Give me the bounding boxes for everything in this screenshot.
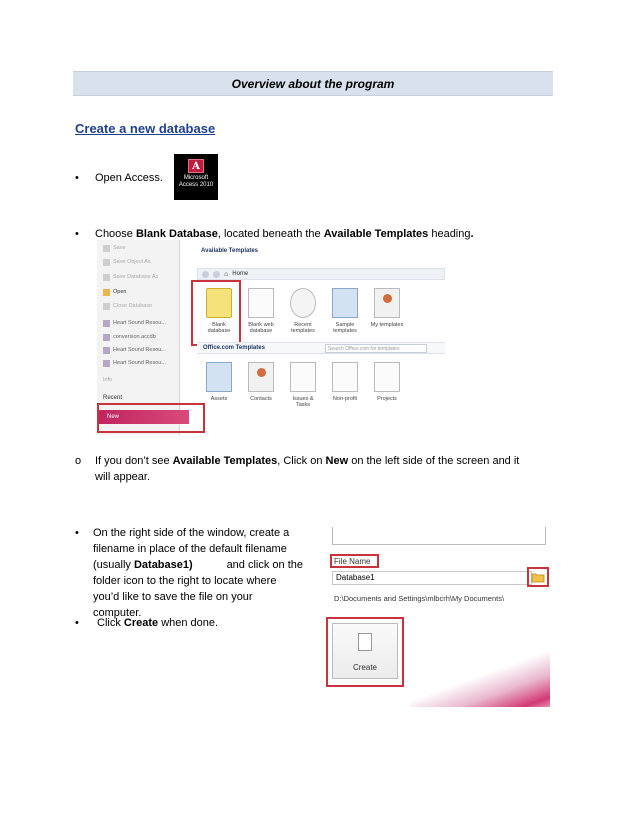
- tile-label: templates: [291, 328, 315, 334]
- step-text: [93, 525, 303, 621]
- create-highlight-box: [326, 617, 404, 687]
- template-blank-web[interactable]: [241, 288, 281, 334]
- projects-icon: [374, 362, 400, 392]
- bold-run: Available Templates: [323, 228, 429, 240]
- save-database-icon: [103, 274, 110, 281]
- nav-label: Close Database: [113, 303, 153, 309]
- tile-label: Sample: [335, 322, 355, 328]
- recent-templates-icon: [290, 288, 316, 318]
- template-assets[interactable]: [199, 362, 239, 402]
- step-if-not-visible: [75, 453, 555, 487]
- template-recent[interactable]: [283, 288, 323, 334]
- decorative-wave: [410, 647, 550, 707]
- step-right-side: [75, 525, 305, 621]
- nav-item-info[interactable]: [103, 376, 112, 385]
- file-name-highlight-box: [330, 554, 379, 568]
- step-open-access: [75, 170, 175, 186]
- header-bar: [73, 71, 553, 96]
- text-run: , located beneath the: [217, 228, 324, 240]
- recent-file[interactable]: [103, 346, 166, 355]
- bullet-mark: •: [75, 527, 79, 539]
- bullet-mark: •: [75, 617, 79, 629]
- nav-label: Heart Sound Resou...: [113, 320, 166, 326]
- assets-icon: [206, 362, 232, 392]
- template-my[interactable]: [367, 288, 407, 328]
- template-search-input[interactable]: Search Office.com for templates: [325, 344, 427, 353]
- text-line: folder icon to the right to locate where: [93, 575, 277, 587]
- save-path: D:\Documents and Settings\mlbcrh\My Documents\: [334, 594, 505, 603]
- page-title: Overview about the program: [231, 76, 395, 91]
- templates-panel: [183, 240, 447, 435]
- bold-run: Database1): [133, 559, 193, 571]
- step-text: [97, 615, 218, 631]
- text-run: (usually: [93, 559, 134, 571]
- text-line: filename in place of the default filename: [93, 543, 287, 555]
- home-icon[interactable]: ⌂: [224, 270, 229, 278]
- tile-label: My templates: [370, 322, 404, 328]
- nav-label: Save Database As: [113, 274, 159, 280]
- bold-run: Blank Database: [135, 228, 218, 240]
- text-line: [93, 557, 303, 573]
- save-icon: [103, 245, 110, 252]
- blank-web-database-icon: [248, 288, 274, 318]
- text-run: , Click on: [277, 455, 326, 467]
- template-non-profit[interactable]: [325, 362, 365, 402]
- close-database-icon: [103, 303, 110, 310]
- step-text: [95, 453, 519, 469]
- nav-item[interactable]: [103, 244, 126, 253]
- text-run: heading: [428, 228, 471, 240]
- text-run: [93, 557, 193, 573]
- available-templates-heading: Available Templates: [201, 248, 259, 254]
- tile-label: templates: [333, 328, 357, 334]
- text-run: Choose: [95, 228, 136, 240]
- open-folder-icon: [103, 289, 110, 296]
- issues-tasks-icon: [290, 362, 316, 392]
- save-object-icon: [103, 259, 110, 266]
- text-run: Click: [97, 617, 124, 629]
- tile-label: Issues &: [292, 396, 314, 402]
- step-text: Open Access.: [95, 172, 163, 184]
- access-file-icon: [103, 347, 110, 354]
- step-click-create: [75, 615, 275, 631]
- nav-label: Save Object As: [113, 259, 151, 265]
- template-nav-bar: [197, 268, 445, 280]
- bold-run: .: [470, 228, 474, 240]
- back-icon[interactable]: [202, 271, 209, 278]
- folder-highlight-box: [527, 567, 549, 587]
- text-run: on the left side of the screen and it: [348, 455, 520, 467]
- template-issues-tasks[interactable]: [283, 362, 323, 408]
- nav-label: Open: [113, 289, 127, 295]
- tile-label: database: [249, 328, 273, 334]
- tile-label: Assets: [210, 396, 228, 402]
- text-line: computer.: [93, 607, 142, 619]
- nav-label: Heart Sound Resou...: [113, 360, 166, 366]
- text-line: On the right side of the window, create a: [93, 527, 290, 539]
- nav-label: conversion.accdb: [113, 334, 156, 340]
- text-line: you’d like to save the file on your: [93, 591, 253, 603]
- bold-run: Available Templates: [172, 455, 278, 467]
- access-logo: A: [188, 159, 204, 173]
- bullet-mark: •: [75, 172, 79, 184]
- nav-item[interactable]: [103, 273, 158, 282]
- tile-label: Recent: [294, 322, 312, 328]
- nav-label: Info: [103, 377, 113, 383]
- template-sample[interactable]: [325, 288, 365, 334]
- create-label: Create: [352, 663, 377, 672]
- file-name-input[interactable]: Database1: [332, 571, 532, 585]
- office-templates-heading: Office.com Templates: [197, 342, 445, 354]
- access-file-icon: [103, 360, 110, 367]
- access-file-icon: [103, 334, 110, 341]
- file-name-label: File Name: [334, 557, 371, 566]
- tile-label: Non-profit: [332, 396, 358, 402]
- recent-file[interactable]: [103, 319, 166, 328]
- panel-frame: [332, 527, 546, 545]
- tile-label: Blank: [212, 322, 226, 328]
- bold-run: Create: [123, 617, 159, 629]
- sample-templates-icon: [332, 288, 358, 318]
- forward-icon[interactable]: [213, 271, 220, 278]
- nav-item[interactable]: [103, 258, 151, 267]
- nav-item-recent[interactable]: Recent: [103, 395, 123, 401]
- bullet-mark: o: [75, 455, 82, 467]
- tile-label: Blank web: [248, 322, 274, 328]
- non-profit-icon: [332, 362, 358, 392]
- nav-item[interactable]: [103, 302, 152, 311]
- text-run: when done.: [158, 617, 219, 629]
- nav-label: Heart Sound Resou...: [113, 347, 166, 353]
- nav-label: Save: [113, 245, 126, 251]
- nav-item-new[interactable]: New: [97, 410, 189, 424]
- file-name-screenshot: [320, 527, 550, 707]
- nav-item[interactable]: [103, 288, 126, 297]
- tile-label: Contacts: [250, 396, 272, 402]
- access-label-1: Microsoft: [183, 175, 209, 181]
- home-label[interactable]: Home: [232, 271, 249, 277]
- access-file-icon: [103, 320, 110, 327]
- step-text-line2: will appear.: [95, 471, 151, 483]
- recent-file[interactable]: [103, 333, 156, 342]
- my-templates-icon: [374, 288, 400, 318]
- tile-label: Tasks: [295, 402, 311, 408]
- access-label-2: Access 2010: [178, 182, 214, 188]
- template-contacts[interactable]: [241, 362, 281, 402]
- text-run: If you don’t see: [95, 455, 173, 467]
- bold-run: New: [325, 455, 349, 467]
- recent-file[interactable]: [103, 359, 166, 368]
- contacts-icon: [248, 362, 274, 392]
- templates-screenshot: [97, 240, 447, 435]
- bullet-mark: •: [75, 228, 79, 240]
- tile-label: database: [207, 328, 231, 334]
- access-app-icon: [174, 154, 218, 200]
- tile-label: Projects: [377, 396, 397, 402]
- template-projects[interactable]: [367, 362, 407, 402]
- text-run: and click on the: [226, 559, 303, 571]
- blank-database-highlight-box: [191, 280, 241, 346]
- section-title: Create a new database: [75, 121, 216, 136]
